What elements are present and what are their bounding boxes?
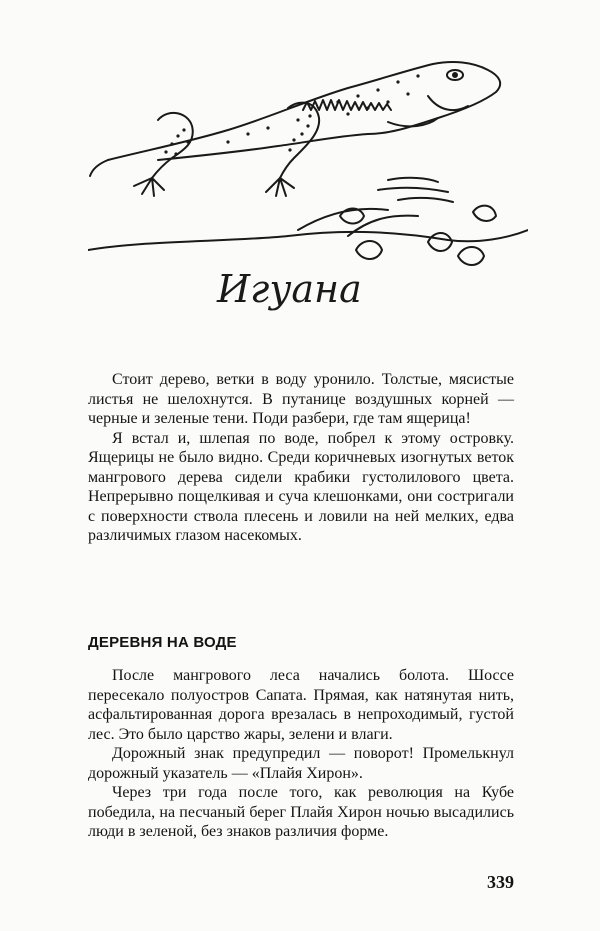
paragraph: После мангрового леса начались болота. Шоссе пересекало полуостров Сапата. Прямая, как натянутая нить, асфальтированная дорога врезалась в непроходимый, густой лес. Это было царство жары, зелени и влаги.	[88, 667, 514, 743]
illustration-caption	[213, 262, 383, 322]
paragraph: Через три года после того, как революция на Кубе победила, на песчаный берег Плайя Хирон ночью высадились люди в зеленой, без знаков различия форме.	[88, 784, 514, 840]
paragraph: Я встал и, шлепая по воде, побрел к этому островку. Ящерицы не было видно. Среди коричневых изогнутых веток мангрового дерева сидели крабики густолилового цвета. Непрерывно пощелкивая и суча клешонками, они состригали с поверхности ствола плесень и ловили на ней мелких, едва различимых глазом насекомых.	[88, 429, 514, 544]
section-body	[88, 666, 514, 842]
paragraph: Дорожный знак предупредил — поворот! Промелькнул дорожный указатель — «Плайя Хирон».	[88, 745, 514, 782]
paragraph: Стоит дерево, ветки в воду уронило. Толстые, мясистые листья не шелохнутся. В путанице воздушных корней — черные и зеленые тени. Поди разбери, где там ящерица!	[88, 371, 514, 427]
svg-text:Игуана: Игуана	[217, 267, 362, 311]
section-title: ДЕРЕВНЯ НА ВОДЕ	[88, 634, 237, 651]
top-text-block	[88, 370, 514, 546]
page-number: 339	[487, 872, 514, 892]
